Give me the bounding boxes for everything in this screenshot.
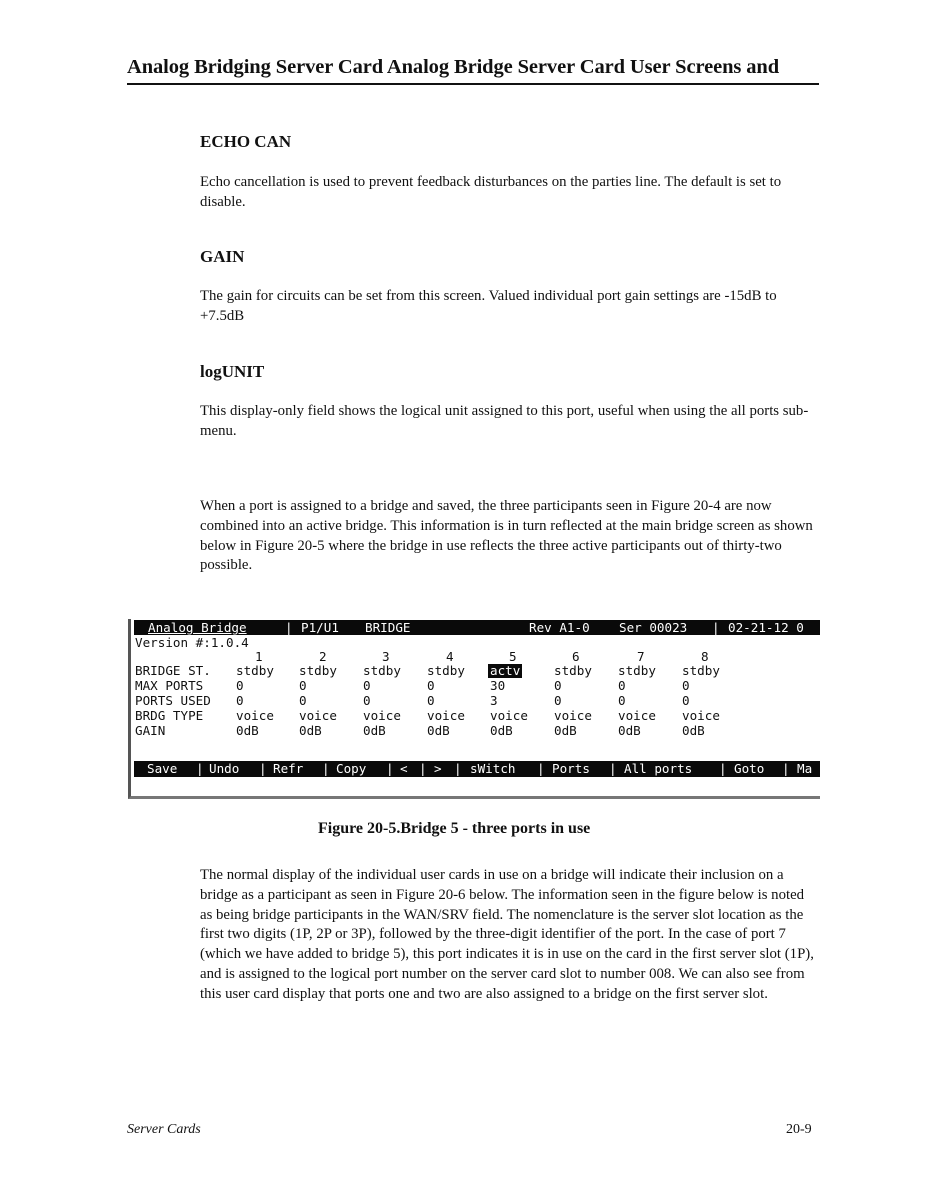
bridge-type-value[interactable]: voice xyxy=(682,708,720,723)
bridge-type-value[interactable]: voice xyxy=(618,708,656,723)
menu-main[interactable]: Ma xyxy=(797,761,813,776)
bridge-state-value[interactable]: stdby xyxy=(299,663,337,678)
max-ports-value[interactable]: 0 xyxy=(236,678,244,693)
max-ports-value[interactable]: 30 xyxy=(490,678,506,693)
menu-copy[interactable]: Copy xyxy=(336,761,367,776)
menu-goto[interactable]: Goto xyxy=(734,761,765,776)
bridge-state-value[interactable]: stdby xyxy=(427,663,465,678)
terminal-revision: Rev A1-0 xyxy=(529,620,590,635)
section-text-echo-can: Echo cancellation is used to prevent feedback disturbances on the parties line. The default is set to disable. xyxy=(200,174,782,210)
max-ports-value[interactable]: 0 xyxy=(618,678,626,693)
menu-previous[interactable]: < xyxy=(400,761,408,776)
column-number: 6 xyxy=(572,649,580,664)
gain-value[interactable]: 0dB xyxy=(682,723,705,738)
section-heading-echo-can: ECHO CAN xyxy=(200,132,292,151)
gain-value[interactable]: 0dB xyxy=(427,723,450,738)
ports-used-value: 0 xyxy=(554,693,562,708)
bridge-state-value-selected[interactable]: actv xyxy=(490,663,521,678)
footer-page-number: 20-9 xyxy=(786,1122,812,1137)
menu-ports[interactable]: Ports xyxy=(552,761,590,776)
terminal-serial: Ser 00023 xyxy=(619,620,688,635)
column-number: 1 xyxy=(255,649,263,664)
terminal-date: 02-21-12 0 xyxy=(728,620,804,635)
bridge-type-value[interactable]: voice xyxy=(490,708,528,723)
gain-value[interactable]: 0dB xyxy=(554,723,577,738)
terminal-app-name: Analog Bridge xyxy=(148,620,247,635)
menu-switch[interactable]: sWitch xyxy=(470,761,516,776)
terminal-title-bar: Analog Bridge | P1/U1 BRIDGE Rev A1-0 Ser 00023 | 02-21-12 0 xyxy=(134,620,820,635)
section-heading-logunit: logUNIT xyxy=(200,362,265,381)
bridge-type-value[interactable]: voice xyxy=(427,708,465,723)
gain-value[interactable]: 0dB xyxy=(363,723,386,738)
bridge-state-value[interactable]: stdby xyxy=(682,663,720,678)
footer-section-name: Server Cards xyxy=(127,1122,201,1137)
header-rule xyxy=(127,83,819,85)
closing-paragraph: The normal display of the individual user cards in use on a bridge will indicate their inclusion on a bridge as a participant as seen in Figure 20-6 below. The information seen in the figure below is noted as being bridge participants in the WAN/SRV field. The nomenclature is the server slot location as the first two digits (1P, 2P or 3P), followed by the three-digit identifier of the port. In the case of port 7 (which we have added to bridge 5), this port indicates it is in use on the card in the first server slot (1P), and is assigned to the logical port number on the server card slot to number 008. We can also see from this user card display that ports one and two are also assigned to a bridge on the first server slot. xyxy=(200,867,814,1002)
ports-used-value: 0 xyxy=(427,693,435,708)
gain-value[interactable]: 0dB xyxy=(236,723,259,738)
gain-value[interactable]: 0dB xyxy=(490,723,513,738)
ports-used-value: 0 xyxy=(682,693,690,708)
bridge-type-value[interactable]: voice xyxy=(554,708,592,723)
menu-next[interactable]: > xyxy=(434,761,442,776)
bridge-state-value[interactable]: stdby xyxy=(363,663,401,678)
terminal-screenshot xyxy=(128,619,820,799)
ports-used-value: 0 xyxy=(236,693,244,708)
column-number: 3 xyxy=(382,649,390,664)
row-label-bridge-type: BRDG TYPE xyxy=(135,708,204,723)
ports-used-value: 3 xyxy=(490,693,498,708)
max-ports-value[interactable]: 0 xyxy=(427,678,435,693)
column-number: 7 xyxy=(637,649,645,664)
bridge-state-value[interactable]: stdby xyxy=(236,663,274,678)
max-ports-value[interactable]: 0 xyxy=(682,678,690,693)
ports-used-value: 0 xyxy=(299,693,307,708)
section-heading-gain: GAIN xyxy=(200,247,245,266)
bridge-type-value[interactable]: voice xyxy=(236,708,274,723)
max-ports-value[interactable]: 0 xyxy=(299,678,307,693)
column-number: 2 xyxy=(319,649,327,664)
column-number: 4 xyxy=(446,649,454,664)
row-label-max-ports: MAX PORTS xyxy=(135,678,204,693)
terminal-version: Version #:1.0.4 xyxy=(135,635,249,650)
terminal-unit: P1/U1 xyxy=(301,620,339,635)
ports-used-value: 0 xyxy=(618,693,626,708)
intro-paragraph: When a port is assigned to a bridge and saved, the three participants seen in Figure 20-4 are now combined into an active bridge. This information is in turn reflected at the main bridge screen as shown below in Figure 20-5 where the bridge in use reflects the three active participants out of thirty-two possible. xyxy=(200,498,813,574)
bridge-type-value[interactable]: voice xyxy=(299,708,337,723)
bridge-state-value[interactable]: stdby xyxy=(618,663,656,678)
max-ports-value[interactable]: 0 xyxy=(554,678,562,693)
page-header-title: Analog Bridging Server Card Analog Bridge Server Card User Screens and xyxy=(127,56,780,78)
column-number: 8 xyxy=(701,649,709,664)
row-label-ports-used: PORTS USED xyxy=(135,693,211,708)
menu-undo[interactable]: Undo xyxy=(209,761,240,776)
row-label-bridge-state: BRIDGE ST. xyxy=(135,663,211,678)
section-text-gain: The gain for circuits can be set from this screen. Valued individual port gain settings are -15dB to +7.5dB xyxy=(200,288,777,324)
menu-refresh[interactable]: Refr xyxy=(273,761,304,776)
bridge-state-value[interactable]: stdby xyxy=(554,663,592,678)
bridge-type-value[interactable]: voice xyxy=(363,708,401,723)
menu-all-ports[interactable]: All ports xyxy=(624,761,693,776)
terminal-menu-bar: Save | Undo | Refr | Copy | < | > | sWitch | Ports | All ports | Goto | Ma xyxy=(134,761,820,777)
ports-used-value: 0 xyxy=(363,693,371,708)
section-text-logunit: This display-only field shows the logical unit assigned to this port, useful when using the all ports sub-menu. xyxy=(200,403,809,439)
menu-save[interactable]: Save xyxy=(147,761,178,776)
gain-value[interactable]: 0dB xyxy=(618,723,641,738)
terminal-screen-name: BRIDGE xyxy=(365,620,411,635)
column-number: 5 xyxy=(509,649,517,664)
figure-caption: Figure 20-5.Bridge 5 - three ports in use xyxy=(318,820,591,837)
row-label-gain: GAIN xyxy=(135,723,166,738)
max-ports-value[interactable]: 0 xyxy=(363,678,371,693)
gain-value[interactable]: 0dB xyxy=(299,723,322,738)
